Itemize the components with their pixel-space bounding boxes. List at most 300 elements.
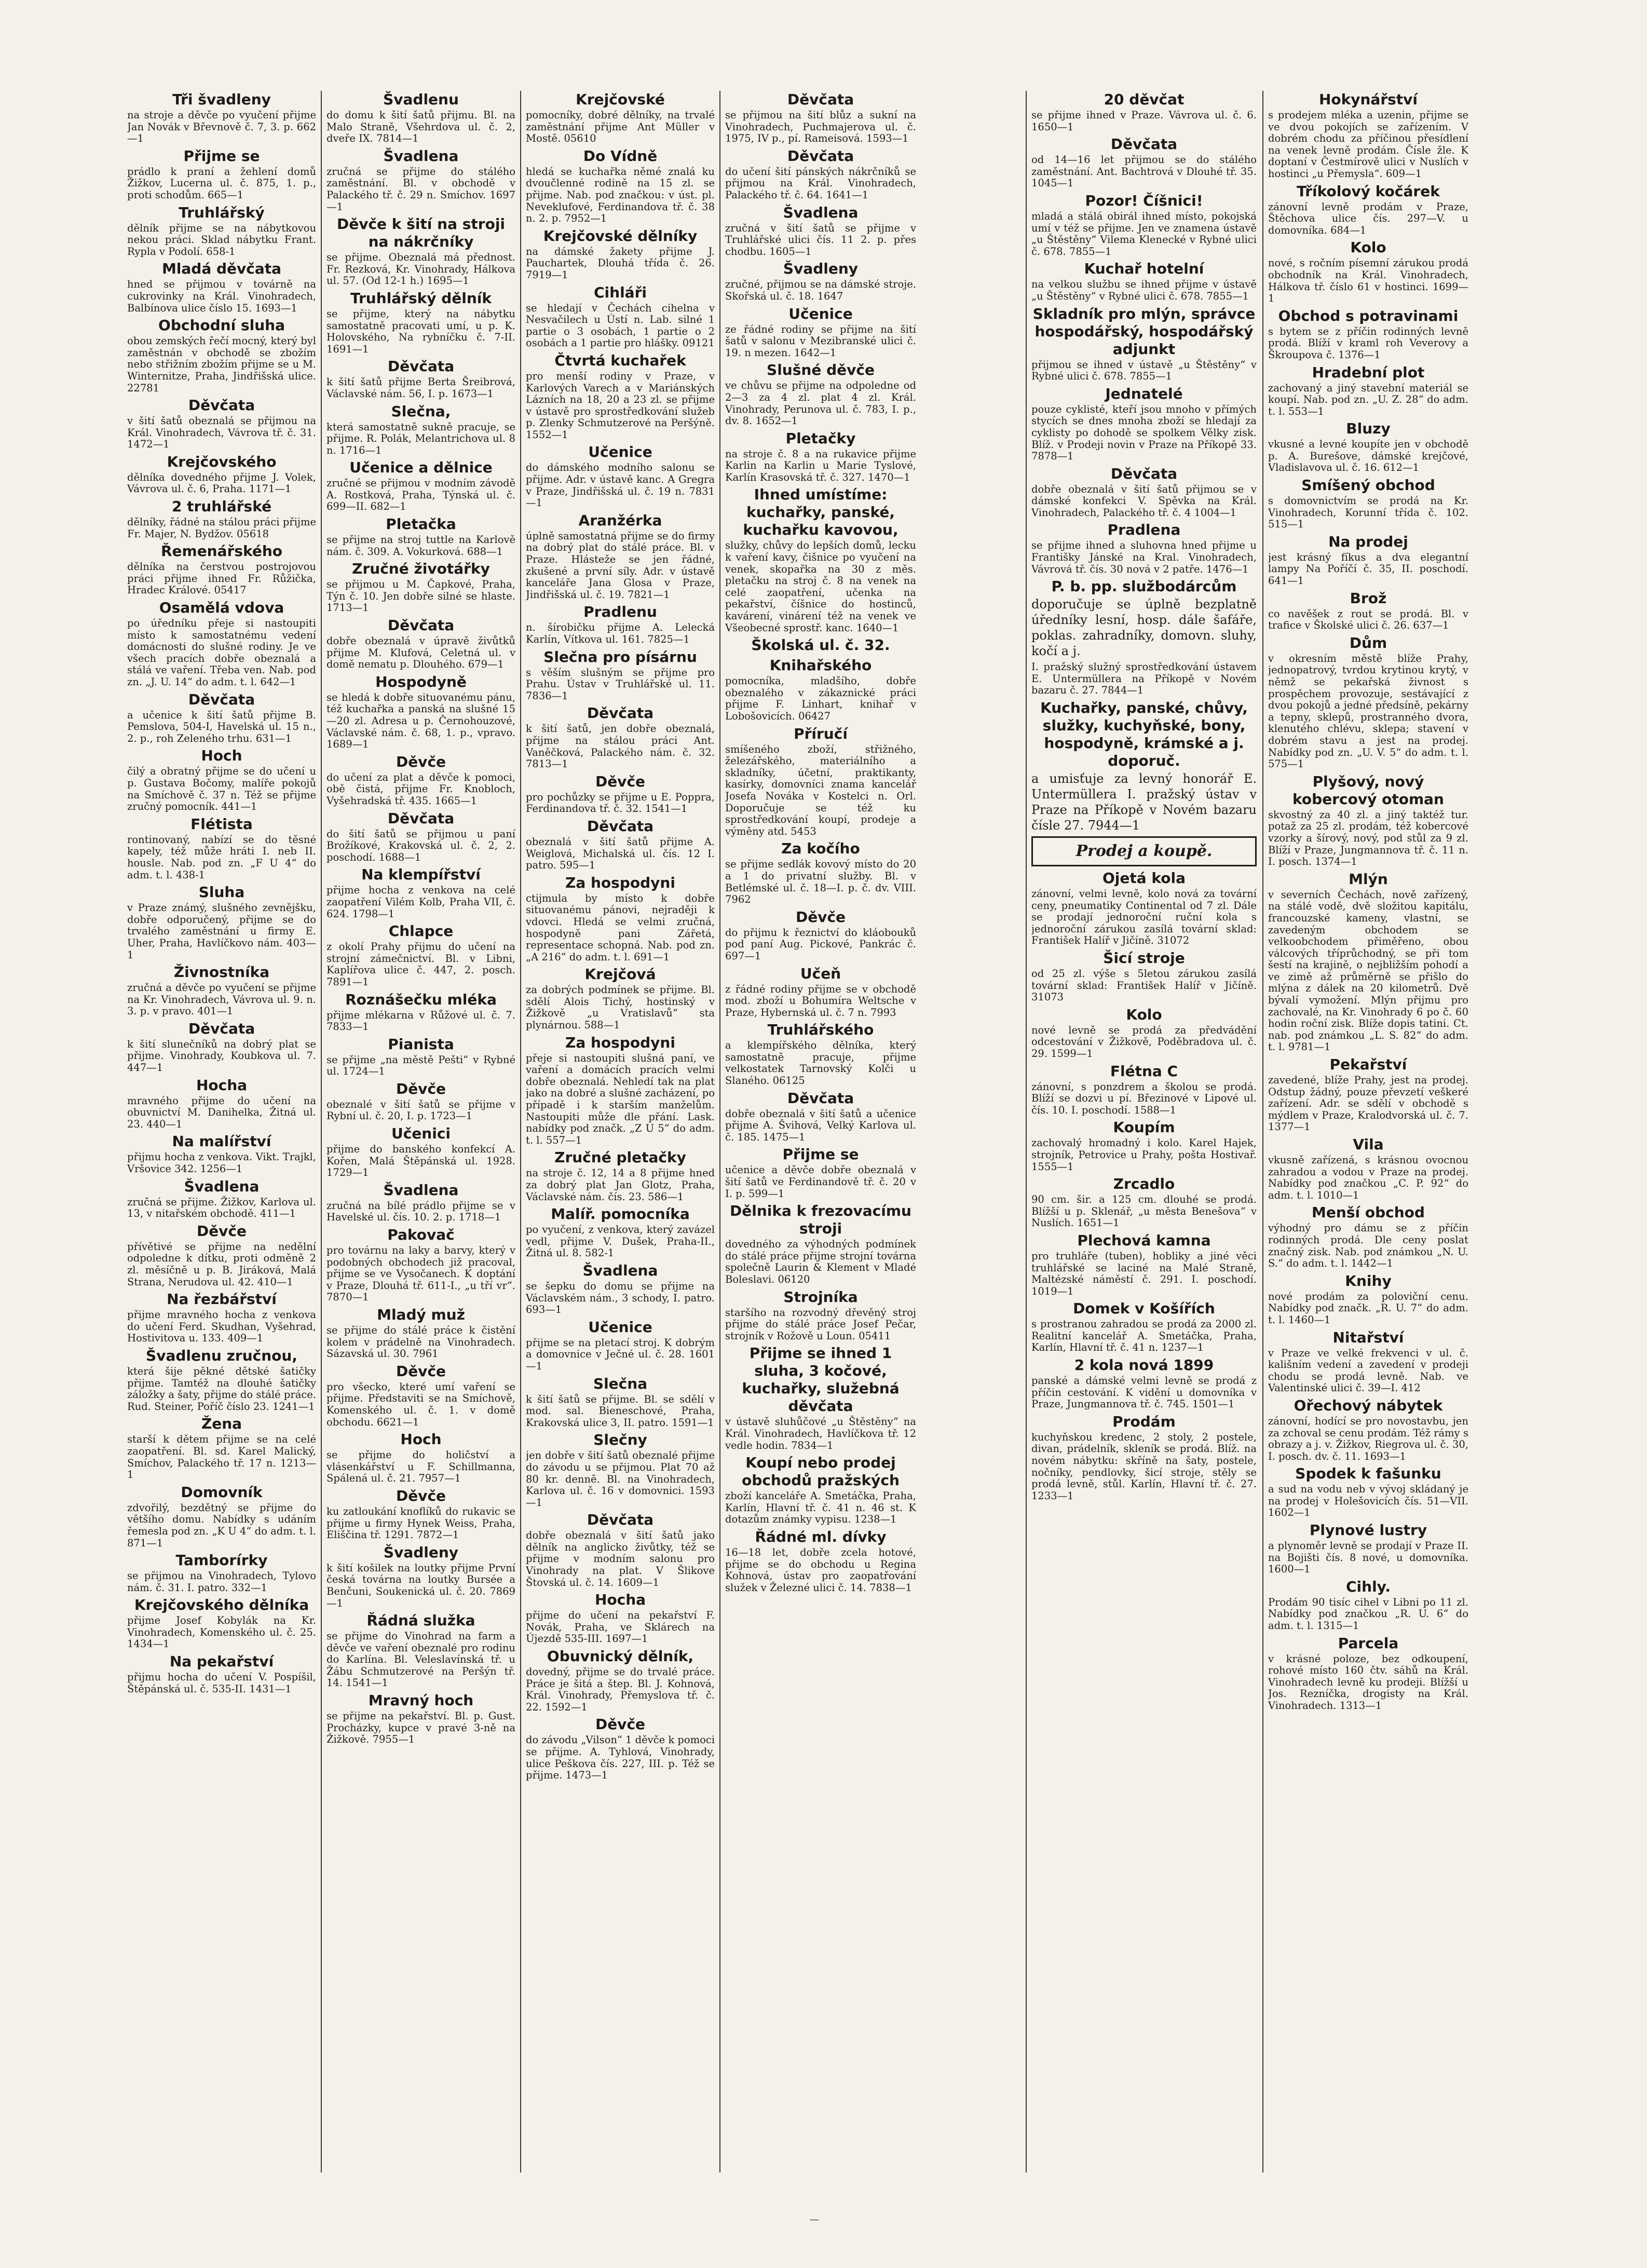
ad-body: obeznalá v šití šatů přijme A. Weiglová, Michalská ul. čís. 12 I. patro. 595—1 [526, 835, 715, 872]
ad-body: pro všecko, které umí vaření se přijme. Představiti se na Smíchově, Komenského ul. č. 1. v domě obchodu. 6621—1 [326, 1380, 515, 1428]
classified-ad [1031, 1232, 1257, 1297]
classified-ad [1268, 239, 1468, 304]
ad-body: dělníky, řádné na stálou práci přijme Fr. Majer, N. Bydžov. 05618 [127, 516, 316, 540]
ad-heading: Děvčata [1110, 465, 1178, 482]
classified-ad [526, 1431, 715, 1509]
classified-ad [1268, 590, 1468, 632]
ad-body: dobře obeznalá v šití šatů jako dělník na anglicko živůtky, též se přijme v modním salonu pro Vinohrady na plat. V Šlikove Štovská ul. č. 14. 1609—1 [526, 1529, 715, 1588]
ad-body: v severních Čechách, nově zařízený, na stálé vodě, dvě složitou kapitálu, francouzské kameny, vlastní, se zavedeným obchodem se velkoobchodem přiměřeno, obou válcových tříprůchodný, se při tom šestí na krajině, o nejbližším pohodí a ve zimě až průměrně se přišlo do mlýna z dálek na 20 kilometrů. Dvě bývalí vymožení. Mlýn přijmu pro zachovalé, na Kr. Vinohrady 6 po č. 60 hodin roční zisk. Blíže dopis tatini. Ct. nab. pod známkou „L. S. 82“ do adm. t. l. 9781—1 [1268, 888, 1468, 1053]
classified-ad [127, 1178, 316, 1220]
ad-heading: Hocha [594, 1591, 646, 1609]
ad-body: panské a dámské velmi levně se prodá z příčin cestování. K vidění u domovníka v Praze, Jungmannova tř. č. 745. 1501—1 [1031, 1375, 1257, 1410]
ad-heading: Žena [201, 1415, 242, 1433]
ad-body: prádlo k praní a žehlení domů Žižkov, Lucerna ul. č. 875, 1. p., proti schodům. 665—1 [127, 165, 316, 201]
ad-heading: Aranžérka [578, 511, 662, 529]
ad-heading: Děvčata [387, 358, 455, 375]
classified-ad [725, 908, 916, 962]
ad-body: se přijme, který na nábytku samostatně pracovati umí, u p. K. Holovského, Na rybníčku č. 7-II. 1691—1 [326, 307, 515, 355]
ad-body: pro menší rodiny v Praze, v Karlových Varech a v Mariánských Lázních na 18, 20 a 23 zl. se přijme v ústavě pro sprostředkování služeb p. Zlenky Schmutzerové na Peršýně. 1552—1 [526, 370, 715, 441]
classified-ad [725, 1288, 916, 1342]
classified-ad [526, 1591, 715, 1645]
ad-heading: Děvče [396, 1487, 446, 1504]
ad-body: pomocníky, dobré dělníky, na trvalé zaměstnání přijme Ant Müller v Mostě. 05610 [526, 109, 715, 145]
ad-heading: Pletačka [386, 515, 456, 533]
ad-body: přijme mlékarna v Růžové ul. č. 7. 7833—1 [326, 1009, 515, 1033]
classified-ad [1031, 1119, 1257, 1173]
ad-heading: Hospodyně [375, 673, 467, 690]
ad-body: doporučuje se úplně bezplatně úředníky lesní, hosp. dále šafáře, poklas. zahradníky, domovn. sluhy, kočí a j. [1031, 597, 1257, 659]
ad-heading: Bluzy [1346, 420, 1391, 438]
ad-heading: Obuvnický dělník, [547, 1648, 694, 1665]
classified-ad [526, 818, 715, 872]
ad-heading: Děvčata [787, 147, 854, 165]
ad-heading: Tamborírky [175, 1552, 268, 1569]
ad-body: se přijme na stroj tuttle na Karlově nám. č. 309. A. Vokurková. 688—1 [326, 534, 515, 558]
ad-body: rontinovaný, nabízí se do těsné kapely, též může hráti I. neb II. housle. Nab. pod zn. „F U 4“ do adm. t. l. 438-1 [127, 833, 316, 881]
ad-heading: Slečna, [391, 402, 451, 420]
ad-heading: Švadleny [383, 1543, 459, 1561]
ad-heading: Děvčata [587, 1511, 654, 1529]
ad-heading: Parcela [1338, 1634, 1399, 1652]
classified-ad [127, 599, 316, 688]
ad-body: zánovní, s ponzdrem a školou se prodá. Blíží se dozvi u pí. Březinové v Lipové ul. čís. 10. I. poschodí. 1588—1 [1031, 1080, 1257, 1116]
ad-heading: Děvčata [1110, 135, 1178, 153]
classified-ad [725, 430, 916, 484]
ad-body: zručná a děvče po vyučení se přijme na Kr. Vinohradech, Vávrova ul. 9. n. 3. p. v pravo. 401—1 [127, 982, 316, 1017]
classified-ad [1031, 192, 1257, 257]
classified-ad [326, 1431, 515, 1485]
ad-heading: Plynové lustry [1309, 1522, 1427, 1539]
ad-heading: Mladý muž [377, 1306, 465, 1323]
ad-heading: Kuchařky, panské, chůvy, služky, kuchyňské, bony, hospodyně, krámské a j. doporuč. [1040, 699, 1248, 770]
ad-body: přijme hocha z venkova na celé zaopatření Vilém Kolb, Praha VII, č. 624. 1798—1 [326, 884, 515, 920]
classified-ad [127, 1077, 316, 1131]
column-divider [1026, 91, 1027, 2172]
ad-heading: Švadlena [783, 203, 859, 221]
classified-ad [326, 1544, 515, 1609]
column-divider [719, 91, 720, 2172]
classified-ad [326, 1363, 515, 1428]
ad-heading: Plyšový, nový kobercový otoman [1292, 772, 1444, 808]
classified-ad [526, 1262, 715, 1316]
ad-heading: Flétista [190, 815, 253, 833]
ad-heading: Slečna pro písárnu [543, 648, 697, 666]
ad-heading: Krejčová [584, 966, 656, 983]
classified-ad [1031, 1006, 1257, 1060]
ad-heading: Slečna [593, 1375, 648, 1392]
classified-ad [127, 542, 316, 596]
column-divider [321, 91, 322, 2172]
ad-body: zručná v šití šatů se přijme v Truhlářské ulici čís. 11 2. p. přes chodbu. 1605—1 [725, 222, 916, 257]
ad-body: se hledají v Čechách cihelna v Nesvačilech u Ústí n. Lab. silné 1 partie o 3 osobách, 1 partie o 2 osobách a 1 partie pro hlášky. 09121 [526, 302, 715, 349]
ad-body: dělníka dovedného přijme J. Volek, Vávrova ul. č. 6, Praha. 1171—1 [127, 471, 316, 495]
classified-ad [526, 1716, 715, 1781]
classified-ad [1268, 1204, 1468, 1269]
ad-heading: Dělnika k frezovacímu stroji [730, 1202, 911, 1238]
ad-body: se přijme sedlák kovový místo do 20 a 1 do privatní služby. Bl. v Betlémské ul. č. 18—I. p. č. dv. VIII. 7962 [725, 858, 916, 906]
ad-heading: Brož [1350, 589, 1387, 607]
classified-ad [326, 866, 515, 920]
classified-ad [326, 403, 515, 457]
ad-heading: Na řezbářství [167, 1291, 277, 1308]
ad-body: v Praze známý, slušného zevnějšku, dobře odporučený, přijme se do trvalého zaměstnání u firmy E. Uher, Praha, Havlíčkovo nám. 403—1 [127, 902, 316, 961]
ad-body: I. pražský služný sprostředkování ústavem E. Untermüllera na Příkopě v Novém bazaru č. 27. 7844—1 [1031, 661, 1257, 697]
ad-heading: Spodek k fašunku [1295, 1465, 1441, 1483]
ad-heading: Tříkolový kočárek [1297, 182, 1440, 200]
ad-body: přívětivé se přijme na nedělní odpoledne k dítku, proti odměně 2 zl. měsíčně u p. B. Jiráková, Malá Strana, Nerudova ul. 42. 410—1 [127, 1240, 316, 1288]
classified-ad [1031, 870, 1257, 947]
classified-ad [326, 560, 515, 614]
classified-ad [326, 1080, 515, 1122]
ad-heading: Řádná služka [366, 1612, 475, 1629]
ad-body: přijme do učení na pekařství F. Novák, Praha, ve Sklárech na Újezdě 535-III. 1697—1 [526, 1609, 715, 1645]
classified-ad [1268, 1465, 1468, 1519]
classified-ad [1031, 91, 1257, 133]
classified-ad [326, 358, 515, 400]
ad-body: se přijme do holičství a vlásenkářství u F. Schillmanna, Spálená ul. č. 21. 7957—1 [326, 1449, 515, 1485]
ad-heading: Učeň [800, 965, 841, 982]
ad-heading: Děvče [595, 772, 646, 790]
classified-ad [1031, 1175, 1257, 1229]
ad-body: pouze cyklisté, kteří jsou mnoho v přímých stycích se dnes mnoha zboží se hledají za cyklisty po dohodě se spolkem Vělky zisk. Blíž. v Prodeji novin v Praze na Příkopě 33. 7878—1 [1031, 403, 1257, 463]
ad-body: zručné, přijmou se na dámské stroje. Skořská ul. č. 18. 1647 [725, 278, 916, 302]
ad-heading: Učenice a dělnice [349, 459, 493, 477]
ad-heading: Cihly. [1346, 1578, 1391, 1595]
ad-heading: Koupím [1113, 1119, 1175, 1136]
classified-ad [326, 215, 515, 287]
ad-heading: Hoch [400, 1431, 442, 1448]
ad-body: po úředníku přeje si nastoupiti místo k samostatnému vedení domácnosti do slušné rodiny. Je ve všech pracích dobře obeznalá a stálá ve vaření. Třeba ven. Nab. pod zn. „J. U. 14“ do adm. t. l. 642—1 [127, 617, 316, 688]
classified-ad [326, 991, 515, 1033]
classified-ad [326, 1226, 515, 1303]
classified-ad [127, 691, 316, 745]
ad-body: co navěšek z rout se prodá. Bl. v trafice v Školské ulici č. 26. 637—1 [1268, 607, 1468, 632]
ad-heading: Krejčovského dělníka [134, 1596, 309, 1614]
ad-body: se přijme do stálé práce k čistění kolem v prádelně na Vinohradech. Sázavská ul. 30. 7961 [326, 1324, 515, 1360]
ad-body: zachovalý hromadný i kolo. Karel Hajek, strojník, Petrovice u Prahy, pošta Hostivař. 1555—1 [1031, 1137, 1257, 1173]
classified-ad [127, 1020, 316, 1074]
ad-heading: Pozor! Číšnici! [1085, 192, 1203, 209]
ad-body: k šití šatů přijme Berta Šreibrová, Václavské nám. 56, I. p. 1673—1 [326, 376, 515, 400]
ad-heading: Dům [1349, 634, 1387, 651]
ad-heading: Živnostníka [173, 963, 270, 981]
classified-ad [1268, 307, 1468, 361]
ad-body: a učenice k šití šatů přijme B. Pemslova, 504-I, Havelská ul. 15 n., 2. p., roh Zeleného trhu. 631—1 [127, 709, 316, 744]
ad-heading: Slušné děvče [767, 361, 875, 379]
ad-body: do šití šatů se přijmou u paní Brožíkové, Krakovská ul. č. 2, 2. poschodí. 1688—1 [326, 827, 515, 863]
ad-heading: Sluha [198, 884, 245, 901]
ad-body: dobře obeznalá v šití šatů přijmou se v dámské konfekci V. Spěvka na Král. Vinohradech, Palackého tř. č. 4 1004—1 [1031, 483, 1257, 519]
ad-column-3 [526, 91, 715, 2172]
classified-ad [1268, 1272, 1468, 1326]
ad-body: z okolí Prahy přijmu do učení na strojní zámečnictví. Bl. v Libni, Kaplířova ulice č. 447, 2. posch. 7891—1 [326, 941, 515, 988]
ad-heading: Přijme se [782, 1146, 859, 1163]
ad-heading: Švadlena [582, 1261, 658, 1279]
ad-heading: Na klempířství [361, 866, 481, 884]
ad-body: za dobrých podmínek se přijme. Bl. sdělí Alois Tichý, hostinský v Žižkově „u Vratislavů“ sta plynárnou. 588—1 [526, 984, 715, 1031]
ad-heading: Obchod s potravinami [1278, 307, 1459, 324]
classified-ad [326, 922, 515, 988]
ad-body: na velkou službu se ihned přijme v ústavě „u Štěstěny“ v Rybné ulici č. 678. 7855—1 [1031, 278, 1257, 302]
classified-ad [1268, 1136, 1468, 1201]
ad-body: n. šírobičku přijme A. Lelecká Karlín, Vítkova ul. 161. 7825—1 [526, 621, 715, 645]
ad-heading: Pradlena [1107, 521, 1181, 539]
ad-heading: Hokynářství [1318, 91, 1418, 108]
ad-body: a plynoměr levně se prodají v Praze II. na Bojišti čís. 8 nové, u domovníka. 1600—1 [1268, 1540, 1468, 1576]
ad-body: nové prodám za poloviční cenu. Nabídky pod značk. „R. U. 7“ do adm. t. l. 1460—1 [1268, 1290, 1468, 1326]
classified-ad [326, 753, 515, 807]
ad-body: přijme se na pletací stroj. K dobrým a domovnice v Ječné ul. č. 28. 1601—1 [526, 1336, 715, 1372]
classified-ad [526, 966, 715, 1031]
ad-body: se přijme. Obeznalá má přednost. Fr. Rezková, Kr. Vinohrady, Hálkova ul. 57. (Od 12-1 h.) 1695—1 [326, 251, 515, 287]
ad-body: zručné se přijmou v modním závodě A. Rostková, Praha, Týnská ul. č. 699—II. 682—1 [326, 477, 515, 513]
classified-ad [1268, 634, 1468, 770]
classified-ad [127, 1133, 316, 1175]
ad-body: zavedené, blíže Prahy, jest na prodej. Odstup žádný, pouze převzetí veškeré zařízení. Adr. se sdělí v obchodě s mýdlem v Praze, Kralodvorská ul. č. 7. 1377—1 [1268, 1074, 1468, 1133]
ad-body: starší k dětem přijme se na celé zaopatření. Bl. sd. Karel Malický, Smíchov, Palackého tř. 17 n. 1213—1 [127, 1433, 316, 1481]
classified-ad [127, 260, 316, 314]
ad-body: zánovní, velmi levně, kolo nová za tovární ceny, pneumatiky Continental od 7 zl. Dále se prodají jednoroční ruční kola s jednoroční zárukou zasílá tovární sklad: František Halíř v Jičíně. 31072 [1031, 888, 1257, 947]
classified-ad [127, 204, 316, 258]
ad-body: do domu k šití šatů přijmu. Bl. na Malo Straně, Všehrdova ul. č. 2, dveře IX. 7814—1 [326, 109, 515, 145]
ad-body: úplně samostatná přijme se do firmy na dobrý plat do stálé práce. Bl. v Praze. Hlásteže se jen řádné, zkušené a první síly. Adr. v ústavě kanceláře Jana Glosa v Praze, Jindřišská ul. č. 19. 7821—1 [526, 529, 715, 601]
ad-heading: Přijme se [183, 147, 260, 165]
ad-body: od 14—16 let přijmou se do stálého zaměstnání. Ant. Bachtrová v Dlouhé tř. 35. 1045—1 [1031, 154, 1257, 189]
ad-column-1 [127, 91, 316, 2172]
ad-body: nové levně se prodá za předvádění odcestování v Žižkově, Poděbradova ul. č. 29. 1599—1 [1031, 1024, 1257, 1060]
ad-body: v ústavě sluhůčové „u Štěstěny“ na Král. Vinohradech, Havlíčkova tř. 12 vedle hodin. 7834—1 [725, 1416, 916, 1451]
ad-heading: Děvčata [787, 91, 854, 108]
ad-body: se hledá k dobře situovanému pánu, též kuchařka a panská na slušné 15—20 zl. Adresa u p. Černohouzové, Václavské nám. č. 68, 1. p., vpravo. 1689—1 [326, 691, 515, 751]
ad-heading: Tři švadleny [172, 91, 271, 108]
ad-body: zánovní, hodící se pro novostavbu, jen za zchoval se cenu prodám. Též rámy s obrazy a j. v. Žižkov, Riegrova ul. č. 30, I. posch. dv. č. 11. 1693—1 [1268, 1415, 1468, 1462]
classified-ad [526, 1648, 715, 1713]
ad-body: do učení šití pánských nákrčníků se přijmou na Král. Vinohradech, Palackého tř. č. 64. 1641—1 [725, 165, 916, 201]
classified-ad [1268, 1329, 1468, 1394]
ad-body: na stroje a děvče po vyučení přijme Jan Novák v Břevnově č. 7, 3. p. 662—1 [127, 109, 316, 145]
classified-ad [526, 1205, 715, 1259]
ad-body: zánovní levně prodám v Praze, Štěchova ulice čís. 297—V. u domovníka. 684—1 [1268, 200, 1468, 236]
ad-heading: Plechová kamna [1077, 1231, 1211, 1249]
classified-ad [725, 1146, 916, 1200]
ad-body: k šití šatů, jen dobře obeznalá, přijme na stálou práci Ant. Vaněčková, Palackého nám. č. 32. 7813—1 [526, 723, 715, 770]
ad-body: zboží kanceláře A. Smetáčka, Praha, Karlín, Hlavní tř. č. 41 n. 46 st. K dotazům známky vypisu. 1238—1 [725, 1490, 916, 1526]
ad-body: 16—18 let, dobře zcela hotové, přijme se do obchodu u Regina Kohnová, ústav pro zaopatřování služek v Železné ulici č. 14. 7838—1 [725, 1546, 916, 1594]
ad-body: jest krásný fíkus a dva elegantní lampy Na Poříčí č. 35, II. poschodí. 641—1 [1268, 551, 1468, 587]
ad-heading: Přijme se ihned 1 sluha, 3 kočové, kuchařky, služebná děvčata [742, 1344, 900, 1415]
ad-body: pomocníka, mladšího, dobře obeznalého v zákaznické práci přijme F. Linhart, knihař v Lobošovicích. 06427 [725, 675, 916, 722]
ad-body: dovedný, přijme se do trvalé práce. Práce je šitá a štep. Bl. J. Kohnová, Král. Vinohrady, Přemyslova tř. č. 22. 1592—1 [526, 1666, 715, 1713]
ad-heading: Pletačky [785, 429, 856, 447]
ad-heading: P. b. pp. službodárcům [1051, 578, 1237, 595]
ad-body: učenice a děvče dobře obeznalá v šití šatů ve Ferdinandově tř. č. 20 v I. p. 599—1 [725, 1164, 916, 1200]
ad-heading: Krejčovské dělníky [543, 227, 698, 245]
classified-ad [725, 840, 916, 905]
ad-body: k šití slunečníků na dobrý plat se přijme. Vinohrady, Koubkova ul. 7. 447—1 [127, 1038, 316, 1074]
ad-body: a sud na vodu neb v vývoj skládaný je na prodej v Holešovicích čís. 51—VII. 1602—1 [1268, 1483, 1468, 1519]
ad-heading: Vila [1353, 1136, 1384, 1153]
ad-heading: Knihy [1345, 1272, 1392, 1289]
ad-heading: Smíšený obchod [1301, 477, 1435, 494]
classified-ad [725, 1344, 916, 1451]
ad-body: s bytem se z příčin rodinných levně prodá. Blíží v kraml roh Veverovy a Škroupova č. 1376—1 [1268, 325, 1468, 361]
ad-body: k šití šatů se přijme. Bl. se sdělí v mod. sal. Bieneschové, Praha, Krakovská ulice 3, II. patro. 1591—1 [526, 1393, 715, 1429]
classified-ad [526, 147, 715, 225]
classified-ad [127, 453, 316, 495]
classified-ad [526, 91, 715, 145]
classified-ad [1268, 533, 1468, 587]
ad-heading: Slečny [593, 1431, 647, 1449]
classified-ad [326, 91, 515, 145]
ad-heading: Šicí stroje [1103, 949, 1185, 967]
ad-heading: Mravný hoch [368, 1692, 474, 1709]
classified-ad [326, 147, 515, 213]
classified-ad [526, 773, 715, 815]
classified-ad [326, 617, 515, 671]
classified-ad [1031, 949, 1257, 1003]
classified-ad [127, 963, 316, 1017]
ad-body: Prodám 90 tisíc cihel v Libni po 11 zl. Nabídky pod značkou „R. U. 6“ do adm. t. l. 1315—1 [1268, 1596, 1468, 1632]
classified-ad [725, 305, 916, 359]
classified-ad [326, 1036, 515, 1078]
classified-ad [1031, 465, 1257, 519]
ad-heading: Kuchař hotelní [1084, 260, 1204, 278]
classified-ad [725, 361, 916, 427]
ad-heading: Prodám [1112, 1413, 1176, 1430]
ad-heading: Zručné pletačky [554, 1149, 686, 1166]
ad-body: ku zatloukání knoflíků do rukavic se přijme u firmy Hynek Weiss, Praha, Eliščina tř. 1291. 7872—1 [326, 1505, 515, 1541]
ad-heading: Švadlenu zručnou, [146, 1347, 297, 1364]
ad-heading: Chlapce [388, 922, 454, 940]
ad-body: vkusně zařízená, s krásnou ovocnou zahradou a vodou v Praze na prodej. Nabídky pod značkou „C. P. 92“ do adm. t. l. 1010—1 [1268, 1154, 1468, 1201]
classified-ad [526, 1319, 715, 1373]
ad-body: zručná se přijme. Žižkov, Karlova ul. 13, v nitařském obchodě. 411—1 [127, 1196, 316, 1220]
ad-body: dovedného za výhodných podmínek do stálé práce přijme strojní továrna společně Laurin & Klement v Mladé Boleslavi. 06120 [725, 1238, 916, 1285]
ad-body: do učení za plat a děvče k pomoci, obě čistá, přijme Fr. Knobloch, Vyšehradská tř. 435. 1665—1 [326, 771, 515, 807]
ad-heading: Cihláři [594, 283, 647, 301]
classified-ad [326, 290, 515, 355]
classified-ad [127, 91, 316, 145]
classified-ad [326, 1692, 515, 1746]
ad-heading: Děvče [396, 1080, 446, 1097]
ad-heading: Učenice [788, 305, 853, 322]
classified-ad [1031, 305, 1257, 383]
ad-heading: Děvče [795, 908, 846, 926]
ad-body: v okresním městě blíže Prahy, jednopatrový, tvrdou krytinou krytý, v němž se pekařská živnost s prospěchem provozuje, sestávající z dvou pokojů a jedné předsíně, pekárny a tepny, sklepů, prostranného dvora, klenutého chlévu, sklepa; stavení v dobrém stavu a jest na prodej. Nabídky pod zn. „U. V. 5“ do adm. t. l. 575—1 [1268, 652, 1468, 770]
ad-body: se přijme do Vinohrad na farm a děvče ve vaření obeznalé pro rodinu do Karlína. Bl. Veleslavínská tř. u Žábu Schmutzerové na Peršýn tř. 14. 1541—1 [326, 1630, 515, 1689]
ad-body: dělník přijme se na nábytkovou nekou práci. Sklad nábytku Frant. Rypla v Podolí. 658-1 [127, 222, 316, 257]
ad-body: pro truhláře (tuben), hobliky a jiné věci truhlářské se laciné na Malé Straně, Maltézské náměstí č. 291. I. poschodí. 1019—1 [1031, 1250, 1257, 1297]
ad-body: do přijmu k řeznictví do kláobouků pod paní Aug. Pickové, Pankrác č. 697—1 [725, 926, 916, 962]
ad-heading: Učenice [588, 1318, 652, 1336]
ad-heading: Školská ul. č. 32. [751, 636, 890, 654]
ad-heading: Truhlářský dělník [350, 289, 492, 307]
classified-ad [127, 1347, 316, 1413]
ad-heading: Děvčata [387, 617, 455, 634]
ad-heading: Hoch [201, 747, 242, 765]
ad-heading: 2 truhlářské [171, 498, 272, 515]
ad-heading: Děvčata [188, 690, 255, 708]
ad-heading: Děvče [196, 1222, 247, 1240]
classified-ad [526, 352, 715, 441]
ad-body: s prostranou zahradou se prodá za 2000 zl. Realitní kancelář A. Smetáčka, Praha, Karlín, Hlavní tř. č. 41 n. 1237—1 [1031, 1318, 1257, 1354]
ad-column-5 [1031, 91, 1257, 2172]
classified-ad [1031, 521, 1257, 575]
classified-ad [326, 515, 515, 558]
classified-ad [725, 91, 916, 145]
classified-ad [1031, 1300, 1257, 1354]
classified-ad [1268, 91, 1468, 180]
classified-ad [127, 747, 316, 812]
ad-heading: Skladník pro mlýn, správce hospodářský, hospodářský adjunkt [1032, 305, 1256, 358]
classified-ad [1031, 578, 1257, 659]
ad-body: s prodejem mléka a uzenin, přijme se ve dvou pokojích se zařízením. V dobrém chodu za příčinou přesídlení na venek levně prodám. Čísle žle. K doptaní v Čestmírově ulici v Nuslích v hostinci „u Přemysla“. 609—1 [1268, 109, 1468, 180]
classified-ad [1268, 477, 1468, 531]
classified-ad [1031, 385, 1257, 463]
ad-body: do dámského modního salonu se přijme. Adr. v ústavě kanc. A Gregra v Praze, Jindřišská ul. č. 19 n. 7831—1 [526, 461, 715, 509]
classified-ad [326, 810, 515, 864]
ad-heading: Krejčovské [576, 91, 665, 108]
ad-body: se přijme „na městě Pešti“ v Rybné ul. 1724—1 [326, 1053, 515, 1078]
ad-heading: Hocha [196, 1076, 248, 1094]
ad-heading: Švadlenu [383, 91, 459, 108]
ad-heading: Děvče k šití na stroji na nákrčníky [336, 215, 506, 251]
ad-body: zručná na bílé prádlo přijme se v Havelské ul. čís. 10. 2. p. 1718—1 [326, 1199, 515, 1224]
classified-ad [1268, 420, 1468, 474]
section-heading: Prodej a koupě. [1031, 836, 1257, 866]
ad-body: ze řádné rodiny se přijme na šití šatů v salonu v Mezibranské ulici č. 19. n mezen. 1642—1 [725, 323, 916, 359]
ad-heading: Truhlářského [767, 1021, 874, 1039]
classified-ad [725, 1454, 916, 1526]
ad-body: mladá a stálá obirál ihned místo, pokojská umí v též se přijme. Jen ve znamena ústavě „u Štěstěny“ Vilema Klenecké v Rybné ulici č. 678. 7855—1 [1031, 210, 1257, 257]
ad-heading: Příručí [794, 725, 848, 742]
classified-ad [1031, 836, 1257, 866]
ad-heading: Knihařského [769, 657, 872, 674]
classified-ad [526, 1375, 715, 1429]
ad-heading: Nitařství [1332, 1328, 1404, 1346]
ad-heading: Malíř. pomocníka [551, 1205, 690, 1223]
ad-heading: Zručné životářky [352, 560, 490, 578]
ad-heading: Domovník [181, 1483, 263, 1501]
ad-body: v šití šatů obeznalá se přijmou na Král. Vinohradech, Vávrova tř. č. 31. 1472—1 [127, 415, 316, 451]
classified-ad [127, 147, 316, 201]
ad-body: přijme do banského konfekcí A. Kořen, Malá Štěpánská ul. 1928. 1729—1 [326, 1143, 515, 1179]
classified-ad [127, 1484, 316, 1549]
ad-body: a umisťuje za levný honorář E. Untermüllera I. pražský ústav v Praze na Příkopě v Novém bazaru čísle 27. 7944—1 [1031, 771, 1257, 833]
classified-ad [725, 725, 916, 838]
ad-body: která samostatně sukně pracuje, se přijme. R. Polák, Melantrichova ul. 8 n. 1716—1 [326, 420, 515, 456]
ad-heading: Domek v Košířích [1073, 1300, 1215, 1318]
ad-body: smíšeného zboží, střižného, železářského, materiálního a skladníky, účetní, praktikanty, kasírky, domovníci znama kancelář Josefa Nováka v Kostelci n. Orl. Doporučuje se též ku sprostředkování koupí, prodeje a výměny atd. 5453 [725, 743, 916, 837]
ad-body: dobře obeznalá v šití šatů a učenice přijme A. Švihová, Velký Karlova ul. č. 185. 1475—1 [725, 1107, 916, 1143]
ad-body: obou zemských řečí mocný, který byl zaměstnán v obchodě se zbožím nebo střižním zbožím přijme se u M. Winternitze, Praha, Jindřišská ulice. 22781 [127, 335, 316, 394]
ad-heading: Osamělá vdova [159, 599, 284, 617]
classified-ad [725, 486, 916, 634]
ad-body: služky, chůvy do lepších domů, lecku k vaření kavy, čišnice po vyučení na venek, skopařka na 30 z měs. pletačku na stroj č. 8 na venek na celé zaopatření, učenka na pekařství, číšnice do hostinců, kavárení, vinárení též na venek ve Všeobecné sprostř. kanc. 1640—1 [725, 539, 916, 634]
ad-body: pro továrnu na laky a barvy, který v podobných obchodech již pracoval, přijme se ve Vysočanech. K doptání v Praze, Dlouhá tř. 611-I., „u tří vr“. 7870—1 [326, 1244, 515, 1303]
classified-ad [1268, 364, 1468, 418]
ad-heading: Kolo [1126, 1006, 1162, 1023]
ad-heading: Švadlena [383, 147, 459, 165]
ad-heading: Švadlena [383, 1181, 459, 1199]
ad-heading: Ořechový nábytek [1294, 1396, 1443, 1414]
ad-body: z řádné rodiny přijme se v obchodě mod. zboží u Bohumíra Weltsche v Praze, Hybernská ul. č. 7 n. 7993 [725, 983, 916, 1018]
classified-ad [127, 498, 316, 540]
ad-body: vkusné a levné koupíte jen v obchodě p. A. Burešove, dámské krejčové, Vladislavova ul. č. 16. 612—1 [1268, 438, 1468, 474]
ad-heading: 2 kola nová 1899 [1074, 1356, 1214, 1374]
ad-body: ve chůvu se přijme na odpoledne od 2—3 za 4 zl. plat 4 zl. Král. Vinohrady, Perunova ul. č. 783, I. p., dv. 8. 1652—1 [725, 379, 916, 427]
classified-ad [1031, 1063, 1257, 1117]
